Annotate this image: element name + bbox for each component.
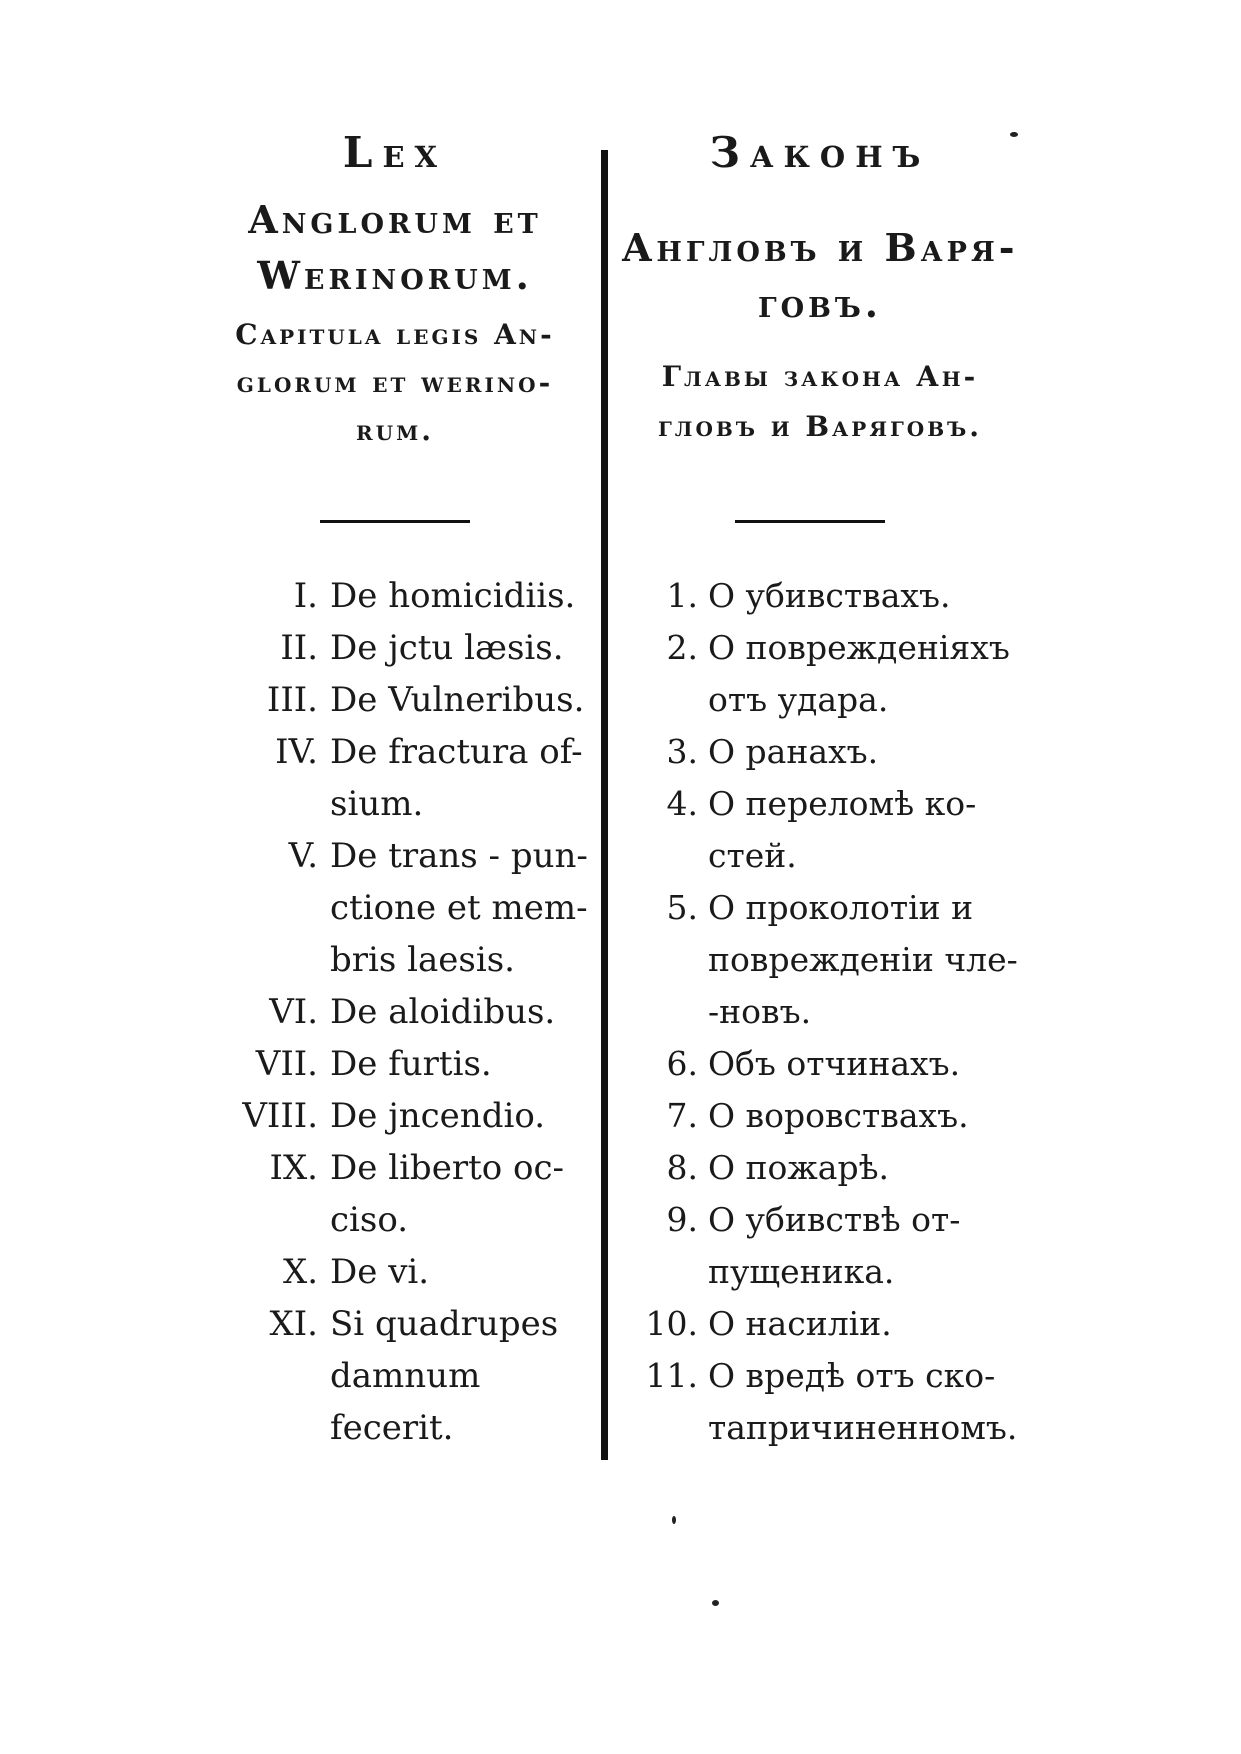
russian-entry-number: 6. <box>666 1044 698 1083</box>
latin-entry-text: Si quadrupes <box>330 1304 559 1344</box>
latin-subtitle-line2: Werinorum. <box>257 253 533 298</box>
russian-caption-line1: Главы закона Ан- <box>661 360 979 393</box>
latin-entry-number: XI. <box>269 1304 318 1344</box>
russian-entry-text: О ранахъ. <box>708 732 879 771</box>
russian-entry-text: отъ удара. <box>708 680 889 719</box>
latin-caption-line2: glorum et werino- <box>236 366 554 399</box>
latin-entry-number: I. <box>293 576 318 616</box>
russian-entry-text: стей. <box>708 836 797 875</box>
russian-entry-text: О проколотіи и <box>708 888 974 927</box>
latin-entry-text: sium. <box>330 784 424 824</box>
latin-entry-text: De jctu læsis. <box>330 628 564 668</box>
russian-entry-number: 10. <box>645 1304 698 1343</box>
column-divider <box>601 150 608 1460</box>
russian-entry-text: О переломѣ ко- <box>708 784 977 823</box>
latin-entry-text: De jncendio. <box>330 1096 546 1136</box>
russian-title: Законъ <box>709 128 931 177</box>
russian-subtitle-line2: говъ. <box>757 281 883 326</box>
latin-entry-number: VIII. <box>242 1096 318 1136</box>
russian-subtitle-line1: Англовъ и Варя- <box>621 225 1019 270</box>
latin-entry-text: De trans - pun- <box>330 836 588 876</box>
scan-speck <box>1010 132 1018 137</box>
russian-rule <box>735 520 885 523</box>
russian-entry-number: 3. <box>666 732 698 771</box>
russian-entry-number: 7. <box>666 1096 698 1135</box>
latin-rule <box>320 520 470 523</box>
latin-entry-text: De fractura of- <box>330 732 583 772</box>
russian-entry-text: О пожарѣ. <box>708 1148 889 1187</box>
latin-entry-text: ciso. <box>330 1200 409 1240</box>
latin-entry-text: De vi. <box>330 1252 430 1292</box>
russian-entry-text: поврежденіи чле- <box>708 940 1018 979</box>
latin-entry-number: X. <box>282 1252 318 1292</box>
russian-entry-text: О убивствахъ. <box>708 576 951 615</box>
russian-entry-text: О вредѣ отъ ско- <box>708 1356 996 1395</box>
latin-caption-line1: Capitula legis An- <box>235 318 555 351</box>
latin-entry-number: III. <box>266 680 318 720</box>
latin-entry-number: VI. <box>269 992 318 1032</box>
russian-entry-number: 4. <box>666 784 698 823</box>
russian-entry-text: О воровствахъ. <box>708 1096 969 1135</box>
latin-entry-number: VII. <box>255 1044 318 1084</box>
russian-entry-text: -новъ. <box>708 992 812 1031</box>
latin-entry-text: bris laesis. <box>330 940 515 980</box>
latin-entry-text: De liberto oc- <box>330 1148 565 1188</box>
russian-entry-number: 2. <box>666 628 698 667</box>
latin-entry-text: De Vulneribus. <box>330 680 585 720</box>
russian-entry-text: пущеника. <box>708 1252 895 1291</box>
latin-subtitle-line1: Anglorum et <box>248 197 542 242</box>
russian-entry-text: Объ отчинахъ. <box>708 1044 961 1083</box>
latin-caption-line3: rum. <box>356 414 434 447</box>
latin-entry-number: IX. <box>269 1148 318 1188</box>
russian-entry-text: О убивствѣ от- <box>708 1200 961 1239</box>
latin-entry-text: De furtis. <box>330 1044 492 1084</box>
latin-entry-number: V. <box>288 836 318 876</box>
russian-caption-line2: гловъ и Варяговъ. <box>658 410 982 443</box>
russian-entry-text: О насиліи. <box>708 1304 892 1343</box>
latin-entry-text: De aloidibus. <box>330 992 556 1032</box>
russian-entry-number: 1. <box>666 576 698 615</box>
russian-entry-text: О поврежденіяхъ <box>708 628 1010 667</box>
scan-speck <box>672 1516 676 1524</box>
latin-entry-text: ctione et mem- <box>330 888 588 928</box>
russian-entry-number: 8. <box>666 1148 698 1187</box>
russian-entry-text: тапричиненномъ. <box>708 1408 1018 1447</box>
russian-entry-number: 9. <box>666 1200 698 1239</box>
latin-entry-number: II. <box>280 628 318 668</box>
latin-entry-text: De homicidiis. <box>330 576 576 616</box>
latin-entry-text: damnum fecerit. <box>330 1356 481 1448</box>
russian-entry-number: 11. <box>645 1356 698 1395</box>
russian-entry-number: 5. <box>666 888 698 927</box>
scan-speck <box>712 1600 719 1606</box>
latin-entry-number: IV. <box>275 732 318 772</box>
latin-title: Lex <box>342 128 448 177</box>
